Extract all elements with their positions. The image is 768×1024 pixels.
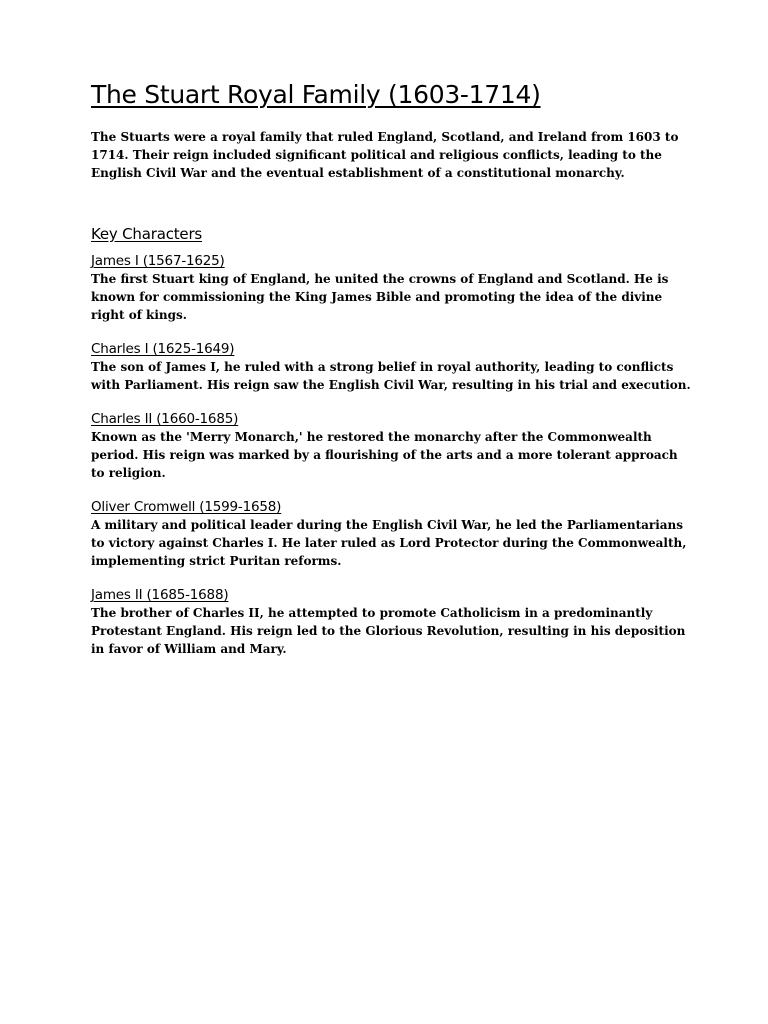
character-entry-james-ii bbox=[91, 586, 691, 658]
character-description: The first Stuart king of England, he united the crowns of England and Scotland. He is known for commissioning the King James Bible and promoting the idea of the divine right of kings. bbox=[91, 272, 669, 322]
section-heading-key-characters: Key Characters bbox=[91, 225, 203, 243]
character-description: The brother of Charles II, he attempted to promote Catholicism in a predominantly Protestant England. His reign led to the Glorious Revolution, resulting in his deposition in favor of William and Mary. bbox=[91, 606, 686, 656]
character-description: A military and political leader during the English Civil War, he led the Parliamentarians to victory against Charles I. He later ruled as Lord Protector during the Commonwealth, implementing strict Puritan reforms. bbox=[91, 518, 687, 568]
character-name: Charles II (1660-1685) bbox=[91, 411, 239, 427]
character-entry-charles-ii bbox=[91, 410, 691, 482]
character-description: Known as the 'Merry Monarch,' he restored the monarchy after the Commonwealth period. His reign was marked by a flourishing of the arts and a more tolerant approach to religion. bbox=[91, 430, 678, 480]
character-name: James I (1567-1625) bbox=[91, 253, 225, 269]
character-description: The son of James I, he ruled with a strong belief in royal authority, leading to conflicts with Parliament. His reign saw the English Civil War, resulting in his trial and execution. bbox=[91, 360, 691, 392]
character-name: Charles I (1625-1649) bbox=[91, 341, 235, 357]
character-entry-charles-i bbox=[91, 340, 691, 394]
intro-paragraph: The Stuarts were a royal family that ruled England, Scotland, and Ireland from 1603 to 1714. Their reign included significant political and religious conflicts, leading to the English Civil War and the eventual establishment of a constitutional monarchy. bbox=[91, 130, 679, 180]
document-page bbox=[91, 78, 691, 658]
document-title: The Stuart Royal Family (1603-1714) bbox=[91, 80, 541, 109]
character-entry-james-i bbox=[91, 252, 691, 324]
character-name: Oliver Cromwell (1599-1658) bbox=[91, 499, 282, 515]
character-entry-oliver-cromwell bbox=[91, 498, 691, 570]
character-name: James II (1685-1688) bbox=[91, 587, 229, 603]
